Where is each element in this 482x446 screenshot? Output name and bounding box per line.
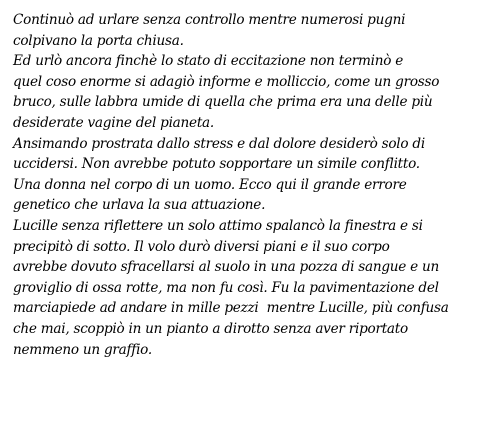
text-line: colpivano la porta chiusa. bbox=[13, 32, 184, 49]
text-line: uccidersi. Non avrebbe potuto sopportare un simile conflitto. bbox=[13, 156, 420, 173]
text-line: avrebbe dovuto sfracellarsi al suolo in una pozza di sangue e un bbox=[13, 259, 440, 276]
text-line: Ansimando prostrata dallo stress e dal dolore desiderò solo di bbox=[13, 135, 425, 152]
text-line: Una donna nel corpo di un uomo. Ecco qui il grande errore bbox=[13, 176, 407, 193]
text-line: genetico che urlava la sua attuazione. bbox=[13, 197, 266, 214]
text-line: groviglio di ossa rotte, ma non fu così. Fu la pavimentazione del bbox=[13, 279, 439, 296]
text-line: quel coso enorme si adagiò informe e molliccio, come un grosso bbox=[13, 73, 440, 90]
text-line: nemmeno un graffio. bbox=[13, 341, 152, 358]
text-line: marciapiede ad andare in mille pezzi mentre Lucille, più confusa bbox=[13, 300, 449, 317]
text-line: Ed urlò ancora finchè lo stato di eccitazione non terminò e bbox=[13, 53, 404, 70]
text-line: precipitò di sotto. Il volo durò diversi piani e il suo corpo bbox=[13, 238, 390, 255]
story-text bbox=[13, 10, 475, 360]
text-line: Continuò ad urlare senza controllo mentre numerosi pugni bbox=[13, 12, 406, 28]
text-line: Lucille senza riflettere un solo attimo spalancò la finestra e si bbox=[13, 217, 423, 234]
text-line: bruco, sulle labbra umide di quella che prima era una delle più bbox=[13, 94, 433, 111]
text-line: che mai, scoppiò in un pianto a dirotto senza aver riportato bbox=[13, 320, 408, 337]
text-line: desiderate vagine del pianeta. bbox=[13, 114, 214, 131]
